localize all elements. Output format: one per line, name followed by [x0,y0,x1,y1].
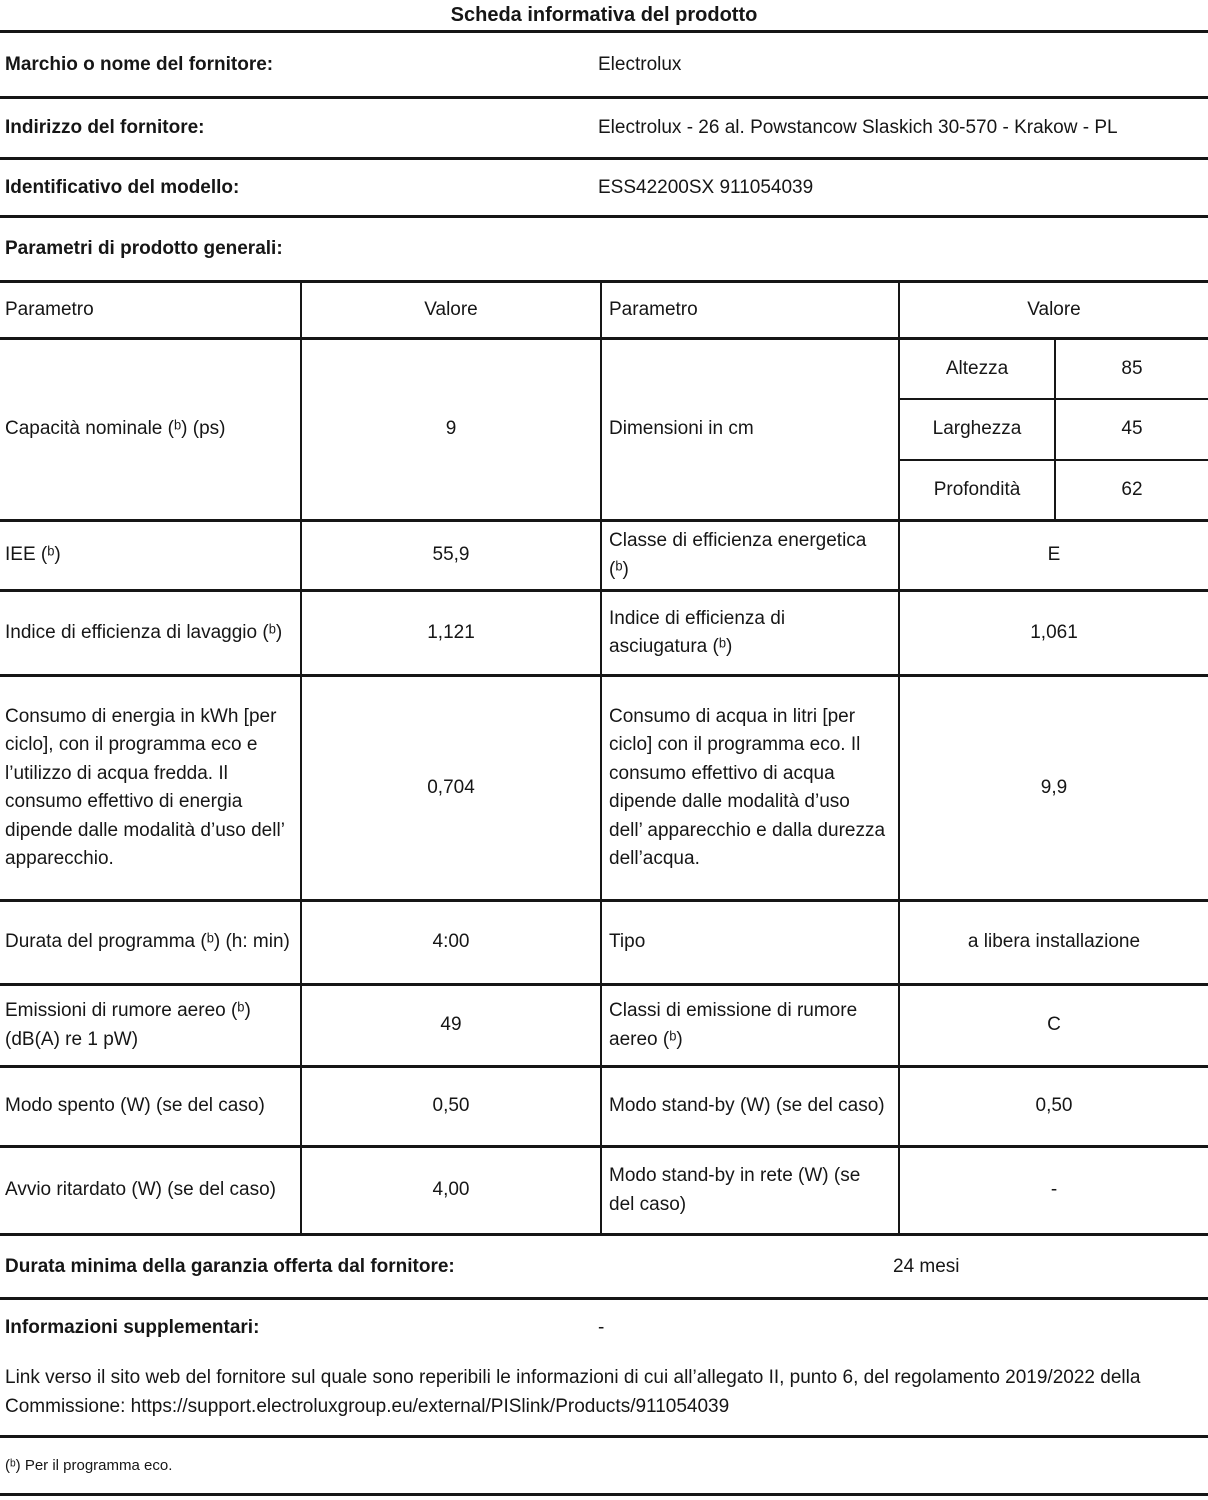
value-cell-right: 0,50 [898,1068,1208,1145]
value-cell-right: E [898,522,1208,589]
dimensions-list [900,340,1208,519]
dimension-label: Profondità [933,478,1021,500]
dimension-label: Larghezza [932,418,1022,440]
value-cell-left: 9 [300,340,600,519]
supplier-address-label: Indirizzo del fornitore: [5,117,205,138]
param-cell-left: Modo spento (W) (se del caso) [5,1095,265,1117]
value-cell-right: - [898,1148,1208,1233]
value-cell-right: C [898,986,1208,1065]
param-cell-right: Classi di emissione di rumore aereo (ᵇ) [600,986,898,1065]
param-cell-right: Consumo di acqua in litri [per ciclo] con il programma eco. Il consumo effettivo di acqua dipende dalle modalità d’uso dell’ apparecchio e dalla durezza dell’acqua. [600,677,898,899]
param-cell-left: IEE (ᵇ) [5,544,61,566]
param-cell-right: Classe di efficienza energetica (ᵇ) [600,522,898,589]
document-title: Scheda informativa del prodotto [450,3,758,26]
dimension-value: 45 [1054,400,1208,458]
param-cell-right: Indice di efficienza di asciugatura (ᵇ) [600,592,898,674]
general-parameters-table [0,280,1208,1236]
value-cell-right: 1,061 [898,592,1208,674]
footnote-eco-program: (ᵇ) Per il programma eco. [5,1457,173,1474]
supplier-website-note: Link verso il sito web del fornitore sul quale sono reperibili le informazioni di cui all’allegato II, punto 6, del regolamento 2019/2022 della Commissione: https://support.electroluxgroup.eu/external/PISlink/Products/911054039 [0,1356,1208,1438]
model-identifier-row [0,160,1208,218]
supplier-brand-value: Electrolux [598,53,682,75]
table-row-noise [0,986,1208,1068]
param-cell-right: Modo stand-by (W) (se del caso) [600,1068,898,1145]
table-row-eei-energy-class [0,522,1208,592]
table-row-duration-type [0,902,1208,986]
dimension-value: 62 [1054,461,1208,519]
supplier-address-row [0,99,1208,160]
param-cell-left: Emissioni di rumore aereo (ᵇ) (dB(A) re 1 pW) [5,1000,251,1050]
value-cell-left: 1,121 [300,592,600,674]
header-value-right: Valore [898,283,1208,337]
warranty-value: 24 mesi [893,1255,960,1277]
supplementary-info-row [0,1300,1208,1356]
supplier-address-value: Electrolux - 26 al. Powstancow Slaskich 30-570 - Krakow - PL [598,117,1118,138]
value-cell-left: 0,50 [300,1068,600,1145]
value-cell-left: 4:00 [300,902,600,983]
value-cell-left: 49 [300,986,600,1065]
dimension-row-depth [900,461,1208,519]
dimension-row-width [900,400,1208,460]
supplier-brand-label: Marchio o nome del fornitore: [5,53,274,75]
footnote-row [0,1438,1208,1496]
general-parameters-section-row [0,218,1208,280]
value-cell-left: 4,00 [300,1148,600,1233]
value-cell-left: 0,704 [300,677,600,899]
dimension-row-height [900,340,1208,400]
table-row-cleaning-drying-index [0,592,1208,677]
param-cell-right: Tipo [600,902,898,983]
value-cell-left: 55,9 [300,522,600,589]
param-cell-left: Capacità nominale (ᵇ) (ps) [5,418,226,440]
supplementary-info-label: Informazioni supplementari: [5,1317,260,1338]
table-row-capacity-dimensions [0,340,1208,522]
model-identifier-value: ESS42200SX 911054039 [598,176,814,198]
param-cell-left: Durata del programma (ᵇ) (h: min) [5,931,290,953]
value-cell-right: 9,9 [898,677,1208,899]
model-identifier-label: Identificativo del modello: [5,176,240,198]
param-cell-left: Consumo di energia in kWh [per ciclo], con il programma eco e l’utilizzo di acqua fredda. Il consumo effettivo di energia dipende dalle modalità d’uso dell’ apparecchio. [5,705,285,869]
param-cell-left: Indice di efficienza di lavaggio (ᵇ) [5,621,283,643]
dimension-value: 85 [1054,340,1208,398]
table-header-row [0,283,1208,340]
param-cell-right: Dimensioni in cm [600,340,898,519]
table-row-off-standby-mode [0,1068,1208,1148]
header-value-left: Valore [300,283,600,337]
title-row [0,0,1208,33]
warranty-row [0,1236,1208,1300]
param-cell-left: Avvio ritardato (W) (se del caso) [5,1179,277,1201]
dimensions-subtable [898,340,1208,519]
param-cell-right: Modo stand-by in rete (W) (se del caso) [600,1148,898,1233]
header-param-left: Parametro [5,298,94,320]
supplier-brand-row [0,33,1208,99]
warranty-label: Durata minima della garanzia offerta dal fornitore: [5,1255,455,1277]
header-param-right: Parametro [600,283,898,337]
dimension-label: Altezza [945,357,1009,379]
table-row-delay-start-network-standby [0,1148,1208,1236]
general-parameters-section-title: Parametri di prodotto generali: [5,238,283,259]
value-cell-right: a libera installazione [898,902,1208,983]
table-row-energy-water-consumption [0,677,1208,902]
supplementary-info-value: - [598,1317,605,1338]
